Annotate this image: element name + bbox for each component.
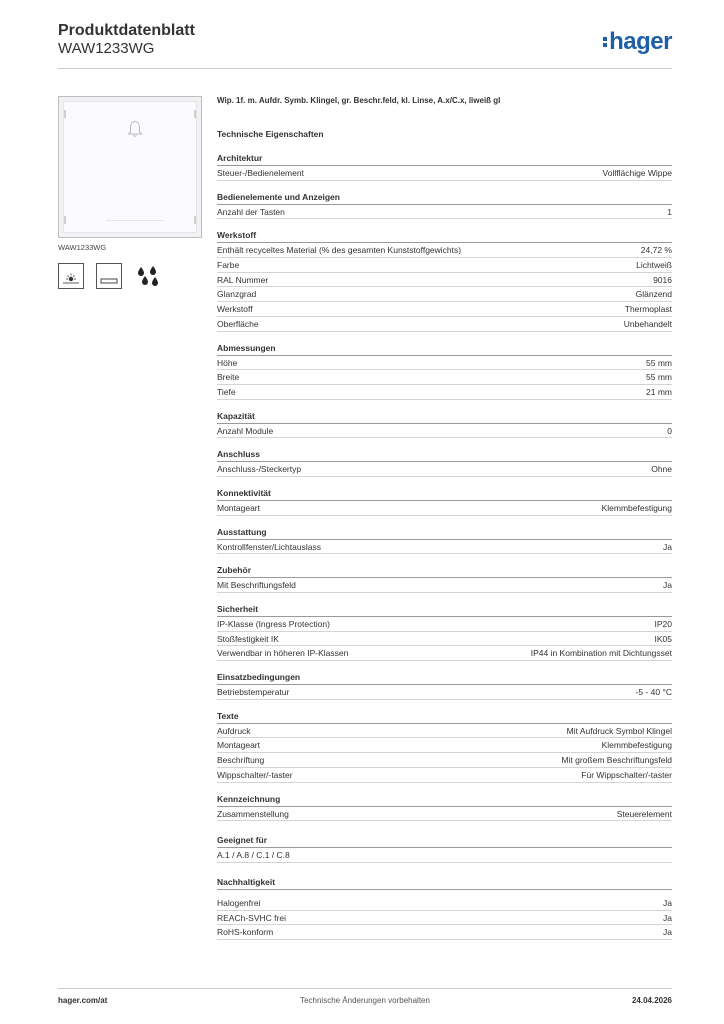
row-label: Anzahl Module xyxy=(217,425,274,436)
row-label: Stoßfestigkeit IK xyxy=(217,633,279,644)
row-value: Ja xyxy=(663,541,672,552)
section-title: Abmessungen xyxy=(217,343,672,356)
hager-logo xyxy=(603,28,672,56)
row-value: Lichtweiß xyxy=(636,260,672,271)
section-title: Ausstattung xyxy=(217,527,672,540)
row-value: Thermoplast xyxy=(624,304,672,315)
row-label: A.1 / A.8 / C.1 / C.8 xyxy=(217,850,290,861)
footer-date: 24.04.2026 xyxy=(631,996,672,1005)
row-value: 24,72 % xyxy=(640,245,672,256)
row-value: Klemmbefestigung xyxy=(601,740,672,751)
row-value: 9016 xyxy=(653,274,672,285)
section-title: Einsatzbedingungen xyxy=(217,672,672,685)
row-value: Mit Aufdruck Symbol Klingel xyxy=(566,725,672,736)
row-value: 1 xyxy=(667,206,672,217)
logo-text: hager xyxy=(609,28,672,55)
row-value: Mit großem Beschriftungsfeld xyxy=(561,755,672,766)
row-value: IK05 xyxy=(654,633,672,644)
spec-row xyxy=(217,617,672,632)
product-code: WAW1233WG xyxy=(58,40,155,57)
spec-row xyxy=(217,287,672,302)
section-title: Werkstoff xyxy=(217,230,672,243)
section-title: Nachhaltigkeit xyxy=(217,877,672,890)
spec-row xyxy=(217,302,672,317)
spec-section xyxy=(217,488,672,516)
row-value: Ja xyxy=(663,580,672,591)
led-lamp-icon xyxy=(58,263,84,289)
spec-row xyxy=(217,273,672,288)
section-title: Geeignet für xyxy=(217,835,672,848)
spec-section xyxy=(217,711,672,783)
row-label: RAL Nummer xyxy=(217,274,269,285)
row-label: Tiefe xyxy=(217,386,236,397)
row-label: Wippschalter/-taster xyxy=(217,769,293,780)
spec-row xyxy=(217,462,672,477)
spec-row xyxy=(217,385,672,400)
footer-website[interactable]: hager.com/at xyxy=(58,996,108,1005)
spec-row xyxy=(217,424,672,439)
row-value: 55 mm xyxy=(646,372,672,383)
row-value: IP20 xyxy=(654,619,672,629)
row-label: Zusammenstellung xyxy=(217,808,289,819)
spec-section xyxy=(217,672,672,700)
row-label: Kontrollfenster/Lichtauslass xyxy=(217,541,321,552)
label-field-icon xyxy=(96,263,122,289)
row-label: REACh-SVHC frei xyxy=(217,912,286,923)
row-value: 21 mm xyxy=(646,386,672,397)
spec-row xyxy=(217,370,672,385)
row-value: Ohne xyxy=(651,464,672,475)
row-value: IP44 in Kombination mit Dichtungsset xyxy=(530,648,672,659)
spec-row xyxy=(217,848,672,863)
row-label: Enthält recyceltes Material (% des gesamten Kunststoffgewichts) xyxy=(217,245,462,256)
spec-section xyxy=(217,192,672,220)
section-title: Bedienelemente und Anzeigen xyxy=(217,192,672,205)
spec-row xyxy=(217,205,672,220)
row-label: Mit Beschriftungsfeld xyxy=(217,580,296,591)
row-label: Anschluss-/Steckertyp xyxy=(217,464,302,475)
spec-row xyxy=(217,258,672,273)
row-label: Beschriftung xyxy=(217,755,265,766)
row-label: Montageart xyxy=(217,502,260,513)
product-image xyxy=(58,96,202,238)
suitable-section xyxy=(217,835,672,863)
row-label: Halogenfrei xyxy=(217,897,261,908)
feature-icons xyxy=(58,263,169,289)
spec-row xyxy=(217,753,672,768)
section-title: Anschluss xyxy=(217,449,672,462)
row-value: Klemmbefestigung xyxy=(601,502,672,513)
sustainability-section xyxy=(217,877,672,940)
spec-section xyxy=(217,565,672,593)
spec-row xyxy=(217,768,672,783)
spec-row xyxy=(217,578,672,593)
section-title: Texte xyxy=(217,711,672,724)
spec-sections xyxy=(217,153,672,821)
spec-row xyxy=(217,807,672,822)
section-title: Sicherheit xyxy=(217,604,672,617)
spec-row xyxy=(217,724,672,739)
spec-section xyxy=(217,604,672,661)
row-value: Ja xyxy=(663,912,672,923)
spec-section xyxy=(217,153,672,181)
row-label: Farbe xyxy=(217,260,240,271)
water-drops-icon xyxy=(135,263,161,289)
spec-row xyxy=(217,243,672,258)
row-value: Ja xyxy=(663,897,672,908)
spec-section xyxy=(217,343,672,400)
tech-heading: Technische Eigenschaften xyxy=(217,129,324,139)
row-label: Werkstoff xyxy=(217,304,253,315)
row-value: Unbehandelt xyxy=(623,318,672,329)
row-label: Betriebstemperatur xyxy=(217,687,290,698)
footer-divider xyxy=(58,988,672,989)
product-description: Wip. 1f. m. Aufdr. Symb. Klingel, gr. Beschr.feld, kl. Linse, A.x/C.x, liweiß gl xyxy=(217,96,501,105)
row-label: RoHS-konform xyxy=(217,927,274,938)
spec-row xyxy=(217,501,672,516)
section-title: Konnektivität xyxy=(217,488,672,501)
section-title: Kapazität xyxy=(217,411,672,424)
spec-section xyxy=(217,411,672,439)
spec-row xyxy=(217,925,672,940)
row-value: Für Wippschalter/-taster xyxy=(581,769,672,780)
spec-row xyxy=(217,911,672,926)
document-header xyxy=(58,22,195,58)
product-caption: WAW1233WG xyxy=(58,243,107,252)
spec-row xyxy=(217,356,672,371)
spec-row xyxy=(217,540,672,555)
row-value: Steuerelement xyxy=(616,808,672,819)
spec-row xyxy=(217,317,672,332)
row-label: Glanzgrad xyxy=(217,289,257,300)
row-value: Glänzend xyxy=(635,289,672,300)
section-title: Kennzeichnung xyxy=(217,794,672,807)
row-label: Aufdruck xyxy=(217,725,251,736)
row-value: -5 - 40 °C xyxy=(635,687,672,698)
label-field xyxy=(106,220,164,221)
row-label: Anzahl der Tasten xyxy=(217,206,285,217)
section-title: Architektur xyxy=(217,153,672,166)
spec-row xyxy=(217,738,672,753)
row-label: Steuer-/Bedienelement xyxy=(217,168,304,178)
spec-row xyxy=(217,632,672,647)
header-divider xyxy=(58,68,672,69)
row-label: Montageart xyxy=(217,740,260,751)
row-value: 0 xyxy=(667,425,672,436)
spec-section xyxy=(217,794,672,822)
row-label: Oberfläche xyxy=(217,318,259,329)
row-value: Vollflächige Wippe xyxy=(602,168,672,178)
logo-dots-icon xyxy=(603,35,607,47)
spec-row xyxy=(217,685,672,700)
spec-row xyxy=(217,166,672,181)
spec-section xyxy=(217,449,672,477)
spec-content xyxy=(217,96,672,951)
spec-section xyxy=(217,527,672,555)
row-label: Verwendbar in höheren IP-Klassen xyxy=(217,648,349,659)
spec-row xyxy=(217,646,672,661)
row-value: 55 mm xyxy=(646,357,672,368)
spec-section xyxy=(217,230,672,331)
row-label: Breite xyxy=(217,372,240,383)
spec-row xyxy=(217,896,672,911)
bell-icon xyxy=(127,120,143,138)
footer-disclaimer: Technische Änderungen vorbehalten xyxy=(300,996,430,1005)
row-value: Ja xyxy=(663,927,672,938)
page-title: Produktdatenblatt xyxy=(58,22,195,39)
row-label: IP-Klasse (Ingress Protection) xyxy=(217,619,330,629)
row-label: Höhe xyxy=(217,357,238,368)
section-title: Zubehör xyxy=(217,565,672,578)
